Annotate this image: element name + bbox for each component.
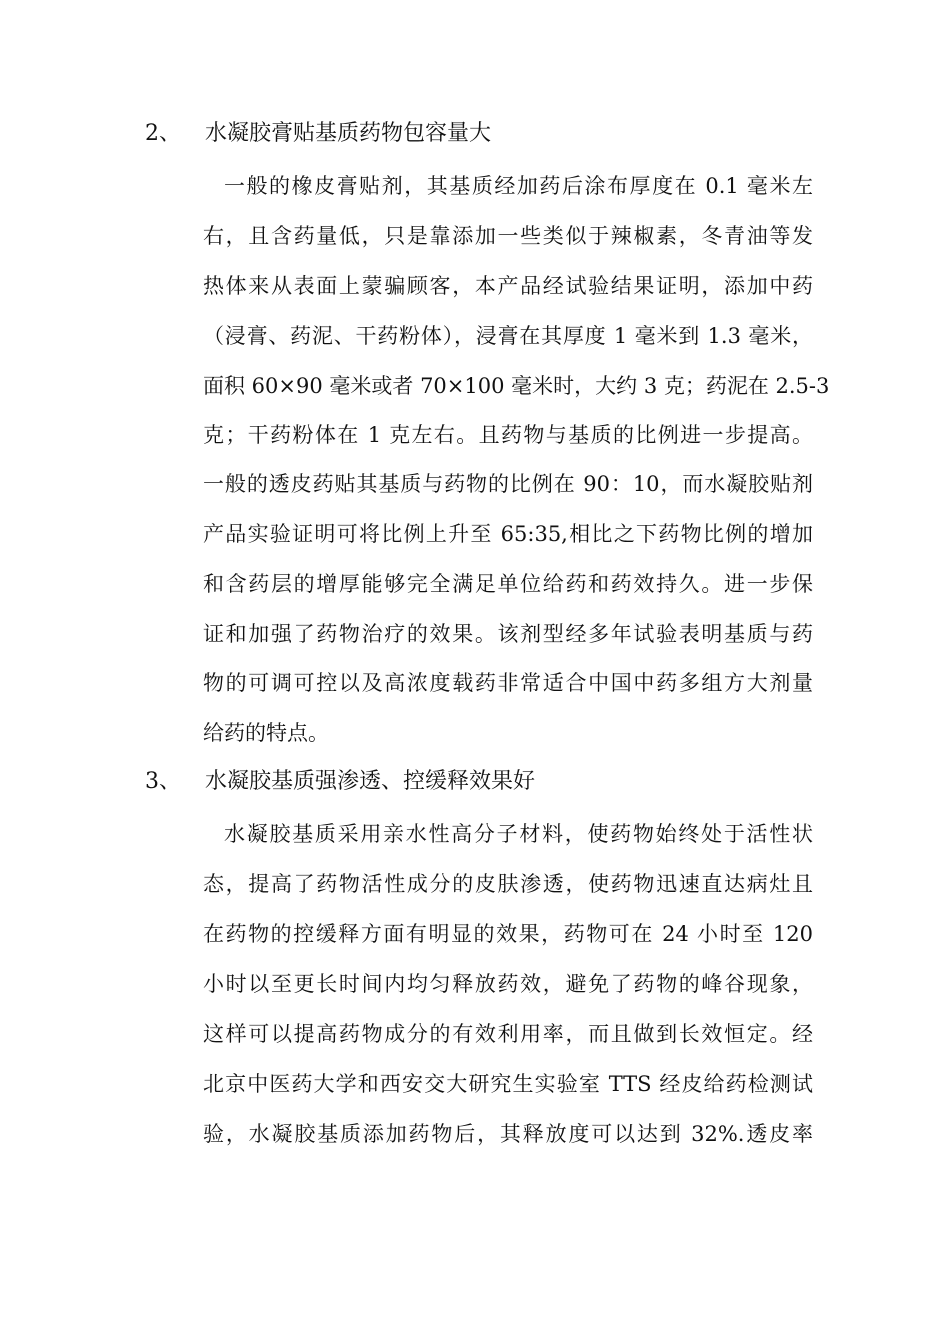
- paragraph-line: 北京中医药大学和西安交大研究生实验室 TTS 经皮给药检测试: [203, 1072, 813, 1096]
- section-number: 2、: [145, 121, 181, 146]
- paragraph-line: 产品实验证明可将比例上升至 65:35,相比之下药物比例的增加: [203, 522, 813, 546]
- section-title: 水凝胶膏贴基质药物包容量大: [205, 121, 492, 146]
- paragraph-line: 一般的透皮药贴其基质与药物的比例在 90：10，而水凝胶贴剂: [203, 472, 813, 496]
- paragraph-line: 验，水凝胶基质添加药物后，其释放度可以达到 32%.透皮率: [203, 1122, 813, 1146]
- paragraph-line: 在药物的控缓释方面有明显的效果，药物可在 24 小时至 120: [203, 922, 813, 946]
- section-number: 3、: [145, 769, 181, 794]
- section-title: 水凝胶基质强渗透、控缓释效果好: [205, 769, 536, 794]
- paragraph-line: 小时以至更长时间内均匀释放药效，避免了药物的峰谷现象，: [203, 972, 813, 996]
- paragraph-line: 面积 60×90 毫米或者 70×100 毫米时，大约 3 克；药泥在 2.5-3: [203, 374, 830, 398]
- section-heading: [145, 767, 535, 797]
- paragraph-line: 这样可以提高药物成分的有效利用率，而且做到长效恒定。经: [203, 1022, 813, 1046]
- paragraph-line: 给药的特点。: [203, 721, 329, 745]
- paragraph-line: 态，提高了药物活性成分的皮肤渗透，使药物迅速直达病灶且: [203, 872, 813, 896]
- paragraph-line: 热体来从表面上蒙骗顾客，本产品经试验结果证明，添加中药: [203, 274, 813, 298]
- paragraph-line: 克；干药粉体在 1 克左右。且药物与基质的比例进一步提高。: [203, 423, 813, 447]
- paragraph-line: 一般的橡皮膏贴剂，其基质经加药后涂布厚度在 0.1 毫米左: [224, 174, 813, 198]
- paragraph-line: 右，且含药量低，只是靠添加一些类似于辣椒素，冬青油等发: [203, 224, 813, 248]
- paragraph-line: 证和加强了药物治疗的效果。该剂型经多年试验表明基质与药: [203, 622, 813, 646]
- paragraph-line: （浸膏、药泥、干药粉体），浸膏在其厚度 1 毫米到 1.3 毫米，: [203, 324, 813, 348]
- paragraph-line: 物的可调可控以及高浓度载药非常适合中国中药多组方大剂量: [203, 671, 813, 695]
- paragraph-line: 和含药层的增厚能够完全满足单位给药和药效持久。进一步保: [203, 572, 813, 596]
- section-heading: [145, 119, 491, 149]
- paragraph-line: 水凝胶基质采用亲水性高分子材料，使药物始终处于活性状: [224, 822, 813, 846]
